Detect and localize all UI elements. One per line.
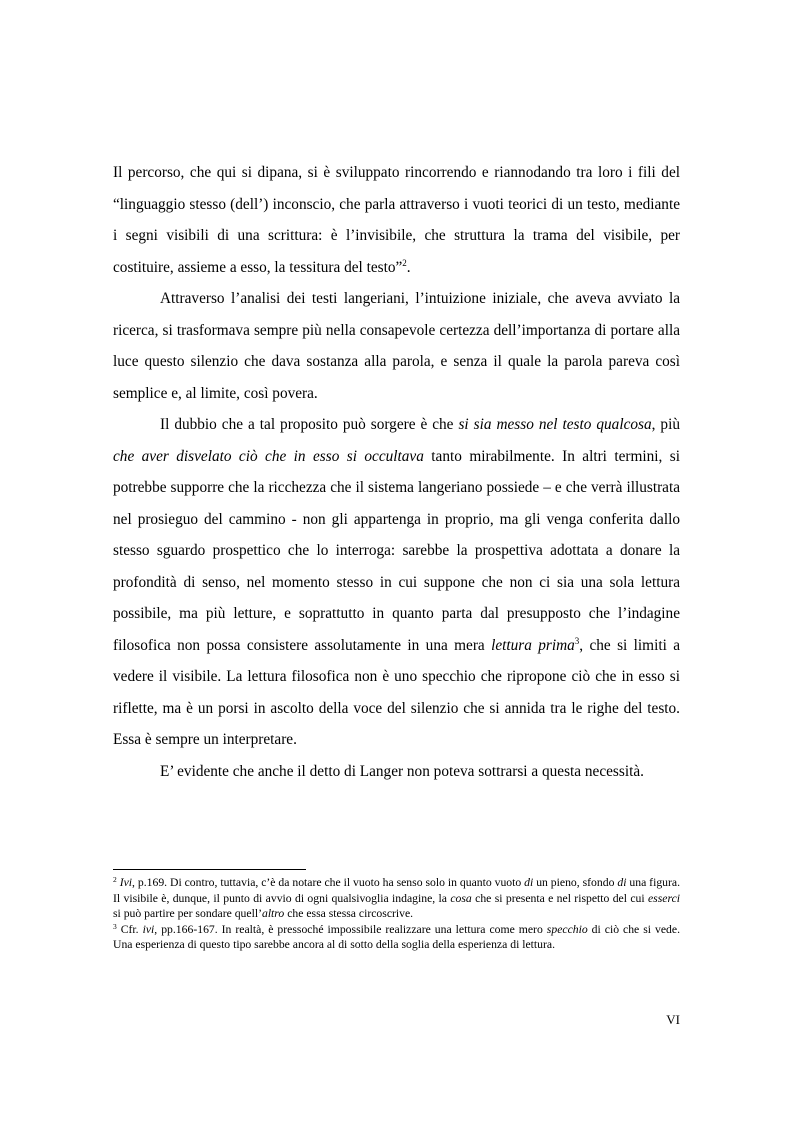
italic-phrase: si sia messo nel testo qualcosa [458,416,652,433]
paragraph-text: . [406,258,411,276]
paragraph-text: Attraverso l’analisi dei testi langeriani, l’intuizione iniziale, che aveva avviato la ricerca, si trasformava sempre più nella consapevole certezza dell’importanza di portare alla luce questo silenzio che dava sostanza alla parola, e senza il quale la parola pareva così semplice e, al limite, così povera. [113,290,680,402]
italic-phrase: Ivi [119,876,133,889]
footnote-text: che essa stessa circoscrive. [284,907,414,921]
paragraph-text: Il dubbio che a tal proposito può sorgere è che [160,416,459,433]
italic-phrase: ivi [142,922,155,936]
footnote-text: un pieno, sfondo [533,876,618,889]
footnote-number: 3 [113,921,117,931]
paragraph-text: , più [651,416,680,433]
footnote-text: si può partire per sondare quell’ [113,907,262,921]
footnote-ref-3: 3 [574,635,580,646]
footnote-text: di ciò che si vede. Una esperienza di questo tipo sarebbe ancora al di sotto della soglia della esperienza di lettura. [113,922,681,952]
footnote-text: , p.169. Di contro, tuttavia, c’è da notare che il vuoto ha senso solo in quanto vuoto [132,876,525,889]
footnote-separator [113,869,306,870]
italic-phrase: di [617,876,627,889]
paragraph-2 [113,283,680,409]
paragraph-3 [113,409,680,756]
footnote-text: Cfr. [116,922,143,936]
italic-phrase: specchio [546,922,588,936]
footnote-ref-2: 2 [402,257,407,268]
italic-phrase: esserci [647,891,681,905]
italic-phrase: altro [261,907,285,921]
paragraph-1 [113,157,680,283]
italic-phrase: cosa [450,891,472,905]
page-number: VI [666,1012,680,1027]
footnote-text: che si presenta e nel rispetto del cui [471,891,648,905]
paragraph-4 [113,756,680,788]
paragraph-text: , che si limiti a vedere il visibile. La lettura filosofica non è uno specchio che ripropone ciò che in esso si riflette, ma è un porsi in ascolto della voce del silenzio che si annida tra le righe del testo. Essa è sempre un interpretare. [113,636,680,748]
paragraph-text: tanto mirabilmente. In altri termini, si potrebbe supporre che la ricchezza che il sistema langeriano possiede – e che verrà illustrata nel prosieguo del cammino - non gli appartenga in proprio, ma gli venga conferita dallo stesso sguardo prospettico che lo interroga: sarebbe la prospettiva adottata a donare la profondità di senso, nel momento stesso in cui suppone che non ci sia una sola lettura possibile, ma più letture, e soprattutto in quanto parta dal presupposto che l’indagine filosofica non possa consistere assolutamente in una mera [113,447,680,654]
italic-phrase: che aver disvelato ciò che in esso si occultava [113,447,424,465]
paragraph-text: Il percorso, che qui si dipana, si è sviluppato rincorrendo e riannodando tra loro i fili del “linguaggio stesso (dell’) inconscio, che parla attraverso i vuoti teorici di un testo, mediante i segni visibili di una scrittura: è l’invisibile, che struttura la trama del visibile, per costituire, assieme a esso, la tessitura del testo” [113,164,680,276]
footnote-3 [113,922,680,953]
italic-phrase: di [524,876,534,889]
paragraph-text: E’ evidente che anche il detto di Langer non poteva sottrarsi a questa necessità. [160,762,644,780]
body-text [113,157,680,787]
footnote-number: 2 [113,875,117,884]
footnote-text: una figura. Il visibile è, dunque, il punto di avvio di ogni qualsivoglia indagine, la [113,876,681,905]
footnote-text: , pp.166-167. In realtà, è pressoché impossibile realizzare una lettura come mero [154,922,547,936]
italic-phrase: lettura prima [491,636,575,654]
footnotes [113,875,680,953]
footnote-2 [113,875,680,922]
